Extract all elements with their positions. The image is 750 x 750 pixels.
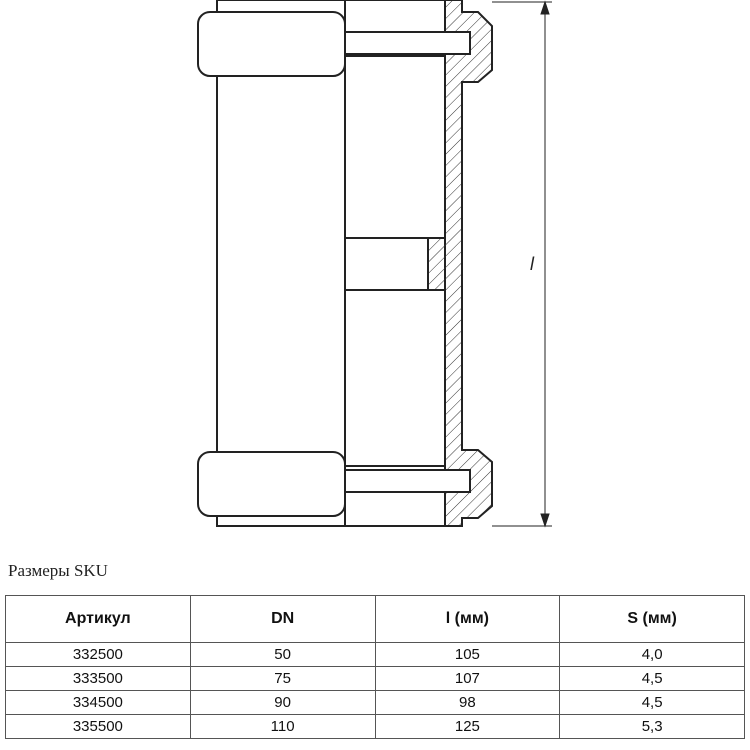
table-row bbox=[6, 715, 745, 739]
cell-wall-thickness: 4,5 bbox=[560, 691, 745, 715]
bottom-seal-ring bbox=[198, 452, 345, 516]
cell-length: 107 bbox=[375, 667, 560, 691]
top-seal-ring bbox=[198, 12, 345, 76]
table-row bbox=[6, 667, 745, 691]
cell-length: 105 bbox=[375, 643, 560, 667]
cell-article: 332500 bbox=[6, 643, 191, 667]
cell-dn: 90 bbox=[190, 691, 375, 715]
table-row bbox=[6, 643, 745, 667]
cell-length: 125 bbox=[375, 715, 560, 739]
bottom-clamp-bar bbox=[345, 470, 470, 492]
cell-article: 333500 bbox=[6, 667, 191, 691]
cell-dn: 110 bbox=[190, 715, 375, 739]
cell-wall-thickness: 4,5 bbox=[560, 667, 745, 691]
header-wall-thickness: S (мм) bbox=[560, 596, 745, 643]
arrow-bottom bbox=[541, 514, 549, 526]
cell-article: 334500 bbox=[6, 691, 191, 715]
header-article: Артикул bbox=[6, 596, 191, 643]
table-header-row bbox=[6, 596, 745, 643]
cell-article: 335500 bbox=[6, 715, 191, 739]
arrow-top bbox=[541, 2, 549, 14]
top-clamp-bar bbox=[345, 32, 470, 54]
cell-wall-thickness: 4,0 bbox=[560, 643, 745, 667]
cell-wall-thickness: 5,3 bbox=[560, 715, 745, 739]
dimension-label: l bbox=[530, 254, 534, 274]
cell-length: 98 bbox=[375, 691, 560, 715]
header-dn: DN bbox=[190, 596, 375, 643]
cell-dn: 50 bbox=[190, 643, 375, 667]
table-caption: Размеры SKU bbox=[8, 561, 108, 580]
cell-dn: 75 bbox=[190, 667, 375, 691]
pipe-body bbox=[217, 0, 345, 526]
specification-table bbox=[5, 595, 745, 739]
header-length: l (мм) bbox=[375, 596, 560, 643]
table-row bbox=[6, 691, 745, 715]
